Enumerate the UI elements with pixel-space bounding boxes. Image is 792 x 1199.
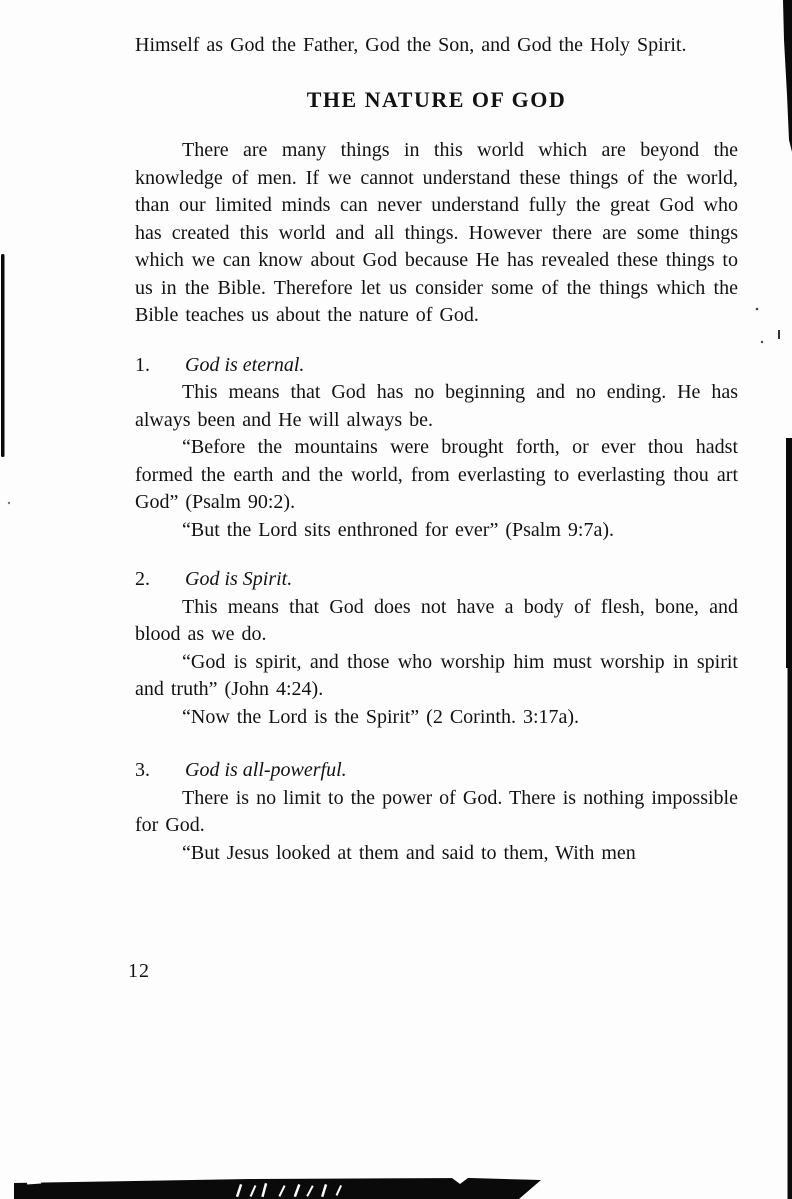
section-heading (135, 757, 738, 785)
section-title: God is Spirit. (185, 568, 293, 590)
scan-streak-top-right (783, 0, 792, 152)
continuation-paragraph: Himself as God the Father, God the Son, and God the Holy Spirit. (135, 34, 687, 56)
scan-speck (756, 308, 759, 311)
scan-streak-left (1, 254, 5, 457)
scan-speck (778, 330, 780, 339)
section-paragraph: There is no limit to the power of God. There is nothing impossible for God. (135, 786, 738, 836)
scan-smudge-texture (27, 1178, 468, 1197)
section-god-is-eternal (135, 352, 738, 545)
section-heading (135, 352, 738, 380)
scripture-quote: “Before the mountains were brought forth, or ever thou hadst formed the earth and the world, from everlasting to everlasting thou art God” (Psalm 90:2). (135, 436, 738, 513)
scan-speck (761, 341, 763, 343)
section-paragraph: This means that God does not have a body of flesh, bone, and blood as we do. (135, 595, 738, 645)
section-god-is-all-powerful (135, 757, 738, 867)
scripture-quote: “But Jesus looked at them and said to them, With men (182, 841, 636, 864)
text-column (135, 32, 738, 867)
section-number: 2. (135, 568, 150, 590)
scan-smudge-bottom (14, 1178, 541, 1199)
section-number: 3. (135, 759, 150, 781)
section-paragraph: This means that God has no beginning and no ending. He has always been and He will always be. (135, 381, 738, 431)
scripture-quote: “Now the Lord is the Spirit” (2 Corinth. 3:17a). (182, 705, 580, 728)
chapter-heading: THE NATURE OF GOD (306, 86, 567, 112)
section-heading (135, 566, 738, 594)
page-number: 12 (128, 960, 150, 982)
scan-streak-right-lower (788, 660, 792, 1199)
scan-speck (8, 502, 10, 504)
scan-streak-right-upper (786, 438, 792, 668)
section-god-is-spirit (135, 566, 738, 731)
scripture-quote: “But the Lord sits enthroned for ever” (Psalm 9:7a). (182, 518, 614, 541)
section-number: 1. (135, 353, 150, 376)
scripture-quote: “God is spirit, and those who worship him must worship in spirit and truth” (John 4:24). (135, 650, 738, 700)
intro-paragraph: There are many things in this world which are beyond the knowledge of men. If we cannot understand these things of the world, than our limited minds can never understand fully the great God who has created this world and all things. However there are some things which we can know about God because He has revealed these things to us in the Bible. Therefore let us consider some of the things which the Bible teaches us about the nature of God. (135, 139, 738, 326)
section-title: God is all-powerful. (185, 759, 347, 781)
section-title: God is eternal. (185, 353, 305, 376)
